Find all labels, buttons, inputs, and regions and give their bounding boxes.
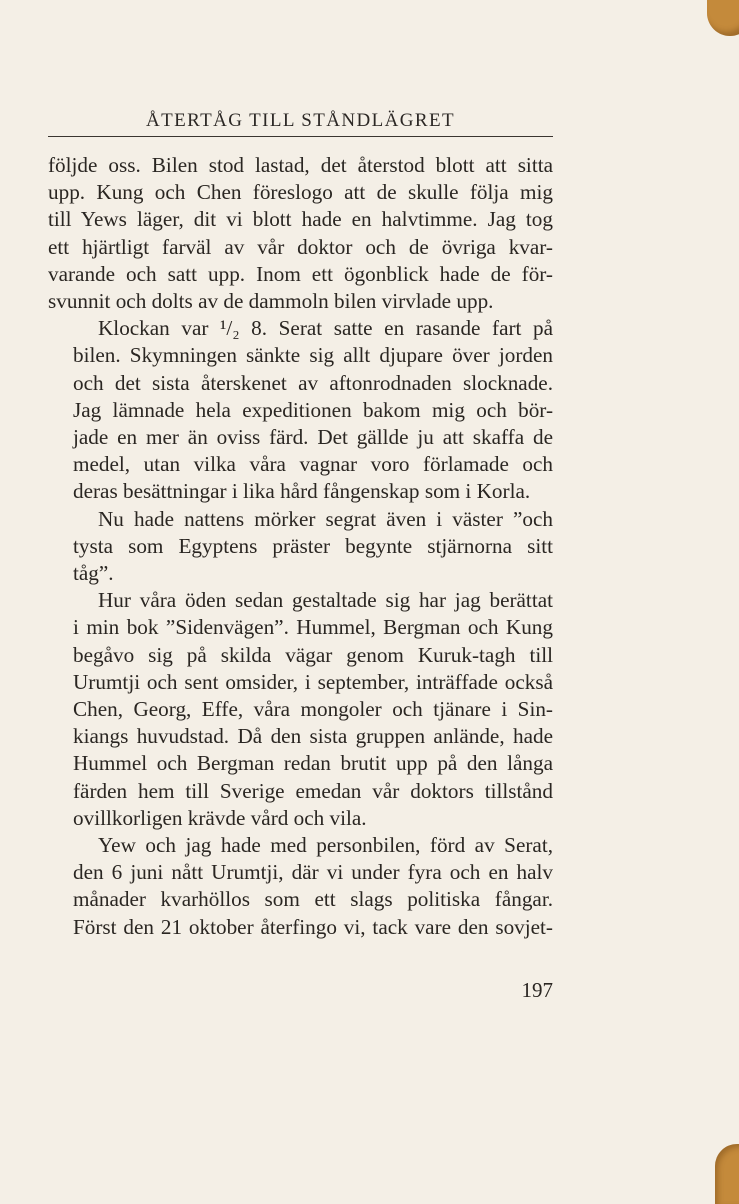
text-line: Först den 21 oktober återfingo vi, tack vare den sovjet- [73,914,553,939]
text-line: den 6 juni nått Urumtji, där vi under fyra och en halv [73,860,553,885]
text-line: tåg”. [73,561,114,586]
body-text [48,152,553,941]
text-line: färden hem till Sverige emedan vår doktors tillstånd [73,778,553,803]
text-line: ovillkorligen krävde vård och vila. [73,805,367,830]
text-line: svunnit och dolts av de dammoln bilen virvlade upp. [48,289,494,314]
text-line: Klockan var ¹/₂ 8. Serat satte en rasande fart på [98,316,553,341]
page-number: 197 [521,978,553,1002]
page-corner-tab-bottom [715,1144,739,1204]
running-head: ÅTERTÅG TILL STÅNDLÄGRET [146,110,455,131]
text-line: varande och satt upp. Inom ett ögonblick hade de för- [48,261,553,286]
paragraph [48,152,553,315]
text-line: i min bok ”Sidenvägen”. Hummel, Bergman och Kung [73,615,553,640]
text-line: tysta som Egyptens präster begynte stjärnorna sitt [73,533,553,558]
text-line: jade en mer än oviss färd. Det gällde ju att skaffa de [73,425,553,450]
text-line: följde oss. Bilen stod lastad, det återstod blott att sitta [48,153,553,177]
header-rule [48,136,553,137]
text-line: till Yews läger, dit vi blott hade en halvtimme. Jag tog [48,207,553,232]
text-line: Hur våra öden sedan gestaltade sig har jag berättat [98,588,553,613]
text-line: och det sista återskenet av aftonrodnaden slocknade. [73,370,553,395]
text-line: ett hjärtligt farväl av vår doktor och de övriga kvar- [48,234,553,259]
text-line: bilen. Skymningen sänkte sig allt djupare över jorden [73,343,553,368]
text-line: begåvo sig på skilda vägar genom Kuruk-tagh till [73,642,553,667]
text-line: Hummel och Bergman redan brutit upp på den långa [73,751,553,776]
paragraph [48,315,553,505]
text-line: upp. Kung och Chen föreslogo att de skulle följa mig [48,180,553,205]
paragraph [48,506,553,588]
text-line: månader kvarhöllos som ett slags politiska fångar. [73,887,553,912]
text-line: Chen, Georg, Effe, våra mongoler och tjänare i Sin- [73,697,553,722]
text-line: kiangs huvudstad. Då den sista gruppen anlände, hade [73,724,553,749]
text-line: medel, utan vilka våra vagnar voro förlamade och [73,452,553,477]
text-line: Yew och jag hade med personbilen, förd av Serat, [98,833,553,858]
text-line: deras besättningar i lika hård fångenskap som i Korla. [73,479,531,504]
page-corner-tab-top [707,0,739,36]
text-line: Nu hade nattens mörker segrat även i väster ”och [98,506,553,531]
text-line: Jag lämnade hela expeditionen bakom mig och bör- [73,397,553,422]
text-line: Urumtji och sent omsider, i september, inträffade också [73,669,553,694]
paragraph [48,832,553,941]
paragraph [48,587,553,832]
